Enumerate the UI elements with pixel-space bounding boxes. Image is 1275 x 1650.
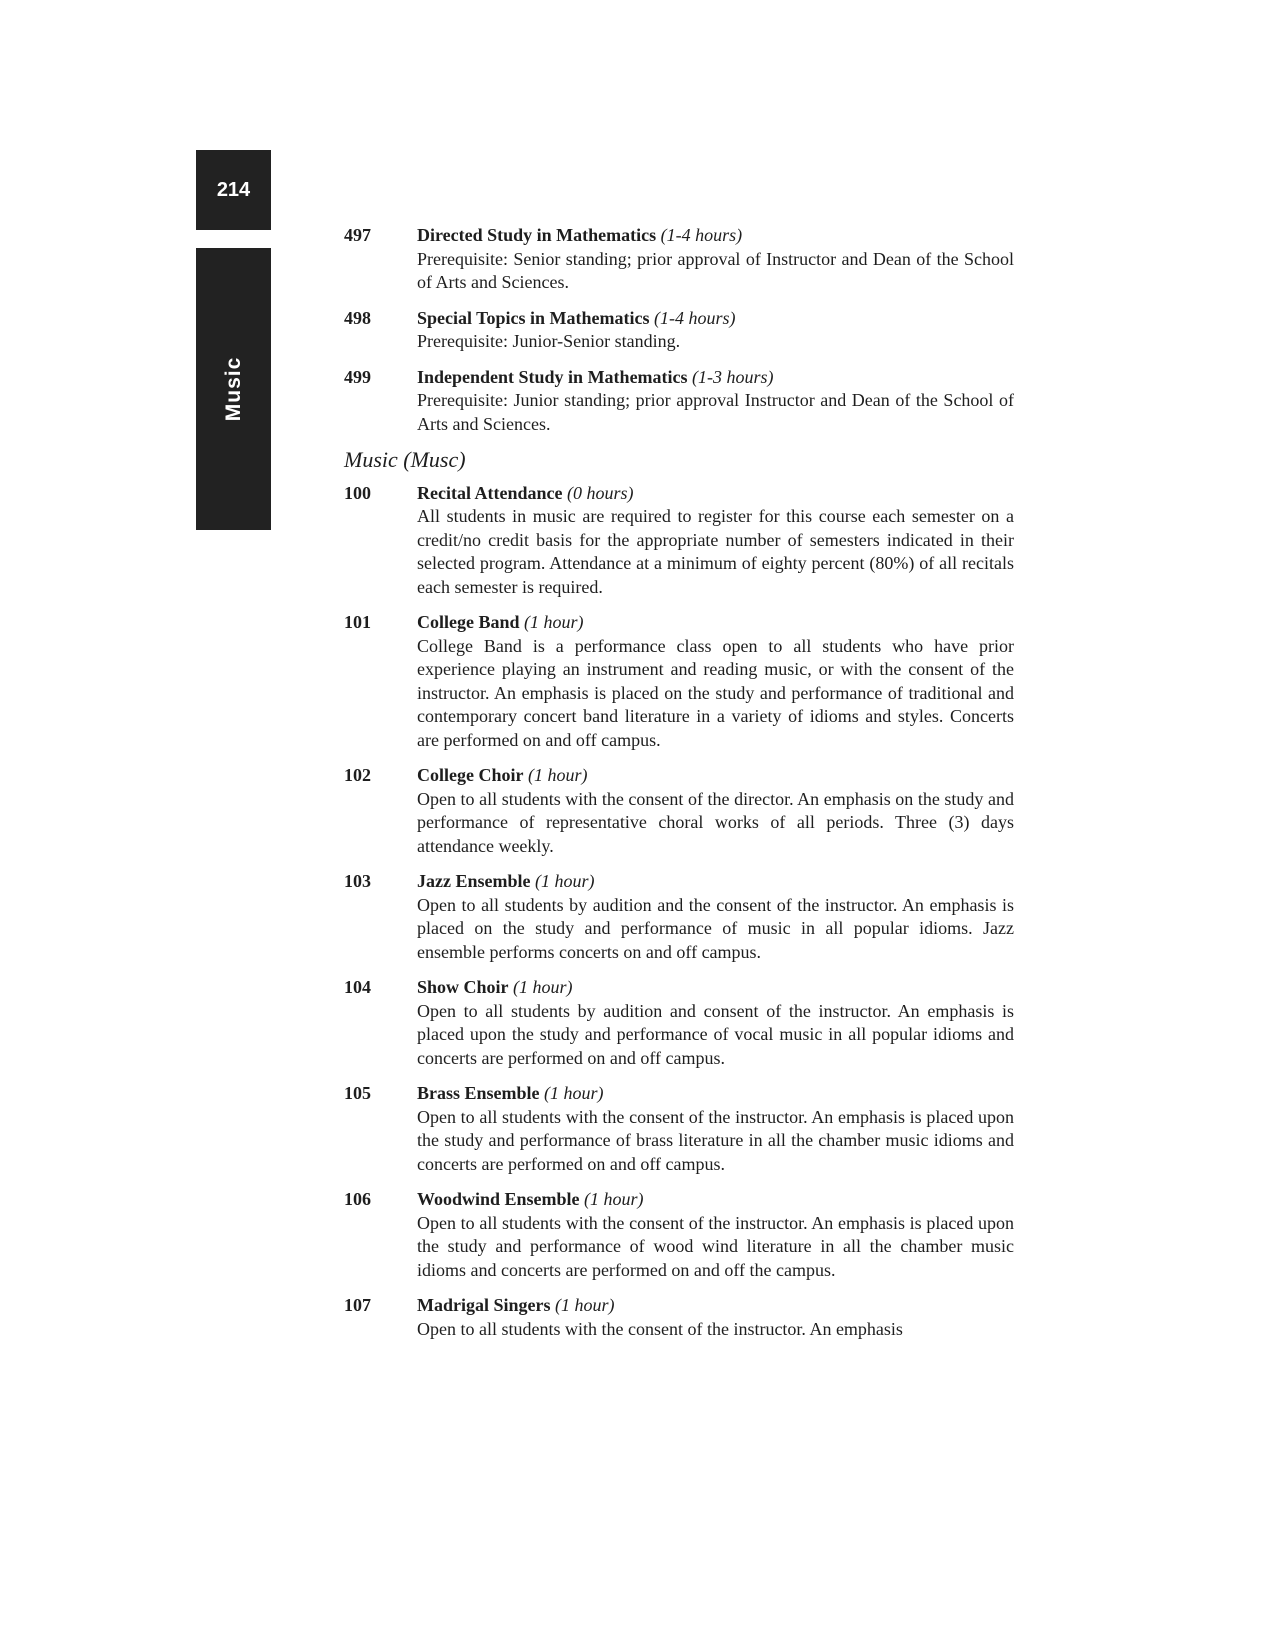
course-hours: (1 hour) [544,1083,604,1103]
course-hours: (1 hour) [584,1189,644,1209]
course-number: 107 [344,1295,371,1315]
course-entry [344,366,1014,437]
course-hours: (1 hour) [534,871,595,891]
course-description: Prerequisite: Senior standing; prior approval of Instructor and Dean of the School of Arts and Sciences. [417,248,1014,292]
course-description: College Band is a performance class open to all students who have prior experience playing an instrument and reading music, or with the consent of the instructor. An emphasis is placed on the study and performance of traditional and contemporary concert band literature in a variety of idioms and styles. Concerts are performed on and off campus. [417,635,1014,750]
course-entry [344,307,1014,354]
course-description: Open to all students by audition and consent of the instructor. An emphasis is placed upon the study and performance of vocal music in all popular idioms and concerts are performed on and off campus. [417,1000,1014,1068]
course-entry [344,764,1014,858]
course-title: College Band [417,612,520,632]
course-number: 101 [344,612,371,632]
course-description: Open to all students with the consent of the instructor. An emphasis [417,1318,903,1339]
course-number: 499 [344,366,371,387]
course-description: Prerequisite: Junior-Senior standing. [417,331,681,351]
course-hours: (1 hour) [513,977,573,997]
course-description: Open to all students with the consent of the director. An emphasis on the study and performance of representative choral works of all periods. Three (3) days attendance weekly. [417,788,1014,856]
course-number: 103 [344,871,371,891]
music-course-list [344,482,1014,1342]
course-listing [344,224,1014,1353]
course-number: 104 [344,977,371,997]
course-entry [344,482,1014,600]
course-entry [344,1188,1014,1282]
page-number-tab [196,150,271,230]
course-title: College Choir [417,765,524,785]
course-entry [344,1082,1014,1176]
course-entry [344,870,1014,964]
course-description: Open to all students with the consent of the instructor. An emphasis is placed upon the study and performance of wood wind literature in all the chamber music idioms and concerts are performed on and off the campus. [417,1212,1014,1280]
section-tab [196,248,271,530]
course-title: Special Topics in Mathematics [417,307,650,328]
course-entry [344,224,1014,295]
course-title: Show Choir [417,977,509,997]
course-description: Prerequisite: Junior standing; prior approval Instructor and Dean of the School of Arts and Sciences. [417,390,1014,434]
section-tab-label: Music [221,356,245,422]
course-entry [344,976,1014,1070]
course-hours: (1-3 hours) [692,366,774,387]
course-title: Independent Study in Mathematics [417,366,688,387]
course-title: Brass Ensemble [417,1083,540,1103]
course-hours: (1-4 hours) [660,225,743,245]
course-hours: (1 hour) [555,1295,615,1315]
course-hours: (1 hour) [524,612,584,632]
course-title: Jazz Ensemble [417,871,531,891]
math-course-list [344,224,1014,436]
course-hours: (1-4 hours) [654,307,736,328]
course-description: All students in music are required to register for this course each semester on a credit/no credit basis for the appropriate number of semesters indicated in their selected program. Attendance at a minimum of eighty percent (80%) of all recitals each semester is required. [417,506,1014,597]
course-hours: (0 hours) [566,482,634,503]
course-title: Recital Attendance [417,482,563,503]
course-number: 105 [344,1083,371,1103]
course-title: Directed Study in Mathematics [417,225,657,245]
course-number: 106 [344,1189,371,1209]
page-number: 214 [216,178,251,201]
course-hours: (1 hour) [527,765,588,785]
course-number: 498 [344,307,371,328]
course-entry [344,611,1014,752]
course-title: Madrigal Singers [417,1295,551,1315]
course-description: Open to all students by audition and the consent of the instructor. An emphasis is placed on the study and performance of music in all popular idioms. Jazz ensemble performs concerts on and off campus. [417,894,1014,962]
course-number: 102 [344,765,371,785]
course-entry [344,1294,1014,1341]
subject-heading: Music (Musc) [344,447,466,472]
course-description: Open to all students with the consent of the instructor. An emphasis is placed upon the study and performance of brass literature in all the chamber music idioms and concerts are performed on and off campus. [417,1106,1014,1174]
course-number: 100 [344,482,371,503]
course-number: 497 [344,225,371,245]
course-title: Woodwind Ensemble [417,1189,580,1209]
